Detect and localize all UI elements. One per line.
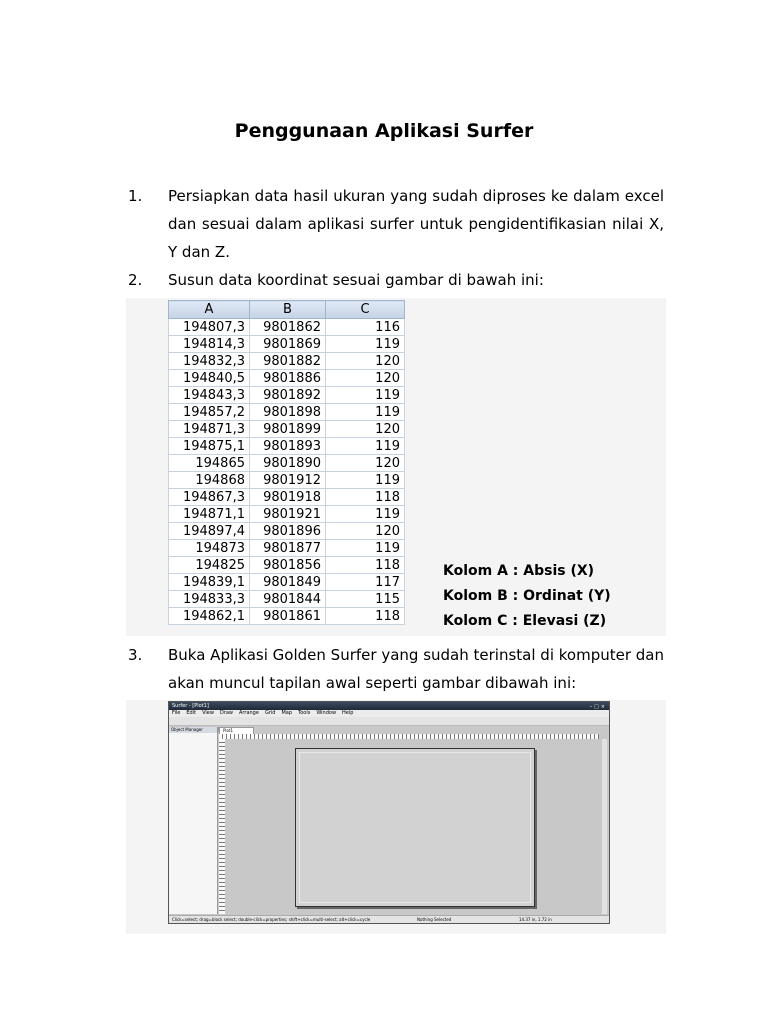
item-1-text: Persiapkan data hasil ukuran yang sudah diproses ke dalam excel dan sesuai dalam aplikasi surfer untuk pengidentifikasian nilai X, Y dan Z. xyxy=(168,187,664,261)
object-manager-panel xyxy=(169,727,218,914)
table-cell: 9801856 xyxy=(250,557,326,574)
object-manager-title: Object Manager xyxy=(169,727,217,733)
coordinate-spreadsheet xyxy=(168,300,405,625)
table-cell: 116 xyxy=(326,319,405,336)
table-row xyxy=(169,319,405,336)
table-cell: 119 xyxy=(326,404,405,421)
table-row xyxy=(169,506,405,523)
table-cell: 9801877 xyxy=(250,540,326,557)
vertical-ruler xyxy=(219,739,225,914)
table-cell: 119 xyxy=(326,438,405,455)
table-cell: 9801882 xyxy=(250,353,326,370)
plot-page xyxy=(295,748,535,907)
table-row xyxy=(169,387,405,404)
surfer-window-screenshot xyxy=(168,701,610,924)
table-cell: 119 xyxy=(326,387,405,404)
table-row xyxy=(169,540,405,557)
menu-item: Arrange xyxy=(239,710,259,716)
menu-item: Window xyxy=(316,710,337,716)
table-cell: 9801892 xyxy=(250,387,326,404)
table-row xyxy=(169,523,405,540)
table-cell: 9801844 xyxy=(250,591,326,608)
table-cell: 194840,5 xyxy=(169,370,250,387)
status-selection: Nothing Selected xyxy=(417,917,452,922)
table-cell: 119 xyxy=(326,540,405,557)
table-cell: 118 xyxy=(326,608,405,625)
plot-document-area xyxy=(219,727,607,914)
table-cell: 120 xyxy=(326,523,405,540)
table-cell: 120 xyxy=(326,455,405,472)
menu-item: View xyxy=(202,710,214,716)
table-row xyxy=(169,370,405,387)
menu-item: Tools xyxy=(298,710,311,716)
table-cell: 115 xyxy=(326,591,405,608)
table-cell: 118 xyxy=(326,489,405,506)
table-cell: 9801918 xyxy=(250,489,326,506)
table-row xyxy=(169,404,405,421)
table-cell: 9801886 xyxy=(250,370,326,387)
table-row xyxy=(169,608,405,625)
table-cell: 194873 xyxy=(169,540,250,557)
spreadsheet-body xyxy=(169,319,405,625)
table-row xyxy=(169,489,405,506)
legend-column-c: Kolom C : Elevasi (Z) xyxy=(443,613,607,629)
table-cell: 194832,3 xyxy=(169,353,250,370)
table-cell: 194871,3 xyxy=(169,421,250,438)
table-row xyxy=(169,438,405,455)
table-cell: 9801862 xyxy=(250,319,326,336)
table-cell: 9801921 xyxy=(250,506,326,523)
table-cell: 9801849 xyxy=(250,574,326,591)
window-controls-icon: –□× xyxy=(589,704,607,710)
menu-item: Edit xyxy=(186,710,197,716)
status-hint: Click=select; drag=block select; double-click=properties; shift+click=multi-select; alt+click=cycle xyxy=(172,917,371,922)
table-cell: 194857,2 xyxy=(169,404,250,421)
table-cell: 118 xyxy=(326,557,405,574)
plot-page-margin xyxy=(299,752,531,903)
table-row xyxy=(169,472,405,489)
table-cell: 120 xyxy=(326,370,405,387)
menu-item: Map xyxy=(281,710,292,716)
table-cell: 194843,3 xyxy=(169,387,250,404)
table-row xyxy=(169,574,405,591)
table-row xyxy=(169,336,405,353)
table-cell: 194839,1 xyxy=(169,574,250,591)
column-header-b: B xyxy=(250,301,326,319)
page-title: Penggunaan Aplikasi Surfer xyxy=(234,120,534,142)
legend-column-b: Kolom B : Ordinat (Y) xyxy=(443,588,611,604)
table-cell: 120 xyxy=(326,421,405,438)
table-cell: 194875,1 xyxy=(169,438,250,455)
item-3-text: Buka Aplikasi Golden Surfer yang sudah terinstal di komputer dan akan muncul tapilan awal seperti gambar dibawah ini: xyxy=(168,646,664,692)
item-2-text: Susun data koordinat sesuai gambar di bawah ini: xyxy=(168,271,544,289)
table-cell: 9801898 xyxy=(250,404,326,421)
table-cell: 194865 xyxy=(169,455,250,472)
table-cell: 117 xyxy=(326,574,405,591)
surfer-title-bar xyxy=(169,702,609,710)
table-cell: 194871,1 xyxy=(169,506,250,523)
menu-item: Grid xyxy=(264,710,276,716)
table-cell: 194807,3 xyxy=(169,319,250,336)
item-1-number: 1. xyxy=(128,187,143,205)
column-header-c: C xyxy=(326,301,405,319)
surfer-toolbar xyxy=(169,717,609,726)
table-cell: 9801893 xyxy=(250,438,326,455)
table-cell: 194825 xyxy=(169,557,250,574)
table-row xyxy=(169,455,405,472)
column-header-a: A xyxy=(169,301,250,319)
legend-column-a: Kolom A : Absis (X) xyxy=(443,563,595,579)
table-cell: 9801869 xyxy=(250,336,326,353)
menu-item: Help xyxy=(342,710,354,716)
table-cell: 9801896 xyxy=(250,523,326,540)
item-2-number: 2. xyxy=(128,271,143,289)
table-cell: 119 xyxy=(326,336,405,353)
table-cell: 120 xyxy=(326,353,405,370)
table-row xyxy=(169,557,405,574)
table-cell: 119 xyxy=(326,472,405,489)
table-cell: 194897,4 xyxy=(169,523,250,540)
table-row xyxy=(169,591,405,608)
horizontal-ruler xyxy=(219,734,599,739)
item-3-number: 3. xyxy=(128,646,143,664)
surfer-menu-bar xyxy=(169,710,609,717)
table-cell: 194867,3 xyxy=(169,489,250,506)
table-cell: 9801912 xyxy=(250,472,326,489)
table-cell: 194862,1 xyxy=(169,608,250,625)
table-row xyxy=(169,353,405,370)
table-cell: 194814,3 xyxy=(169,336,250,353)
table-cell: 194868 xyxy=(169,472,250,489)
surfer-window-title: Surfer - [Plot1] xyxy=(172,703,209,709)
status-coordinates: 14.37 in, 1.72 in xyxy=(519,917,552,922)
vertical-scrollbar xyxy=(602,739,607,914)
plot-tab: Plot1 xyxy=(219,727,254,734)
table-cell: 9801861 xyxy=(250,608,326,625)
menu-item: Draw xyxy=(219,710,233,716)
table-cell: 194833,3 xyxy=(169,591,250,608)
table-cell: 9801890 xyxy=(250,455,326,472)
table-cell: 119 xyxy=(326,506,405,523)
menu-item: File xyxy=(172,710,181,716)
table-row xyxy=(169,421,405,438)
surfer-status-bar xyxy=(169,915,609,923)
table-cell: 9801899 xyxy=(250,421,326,438)
